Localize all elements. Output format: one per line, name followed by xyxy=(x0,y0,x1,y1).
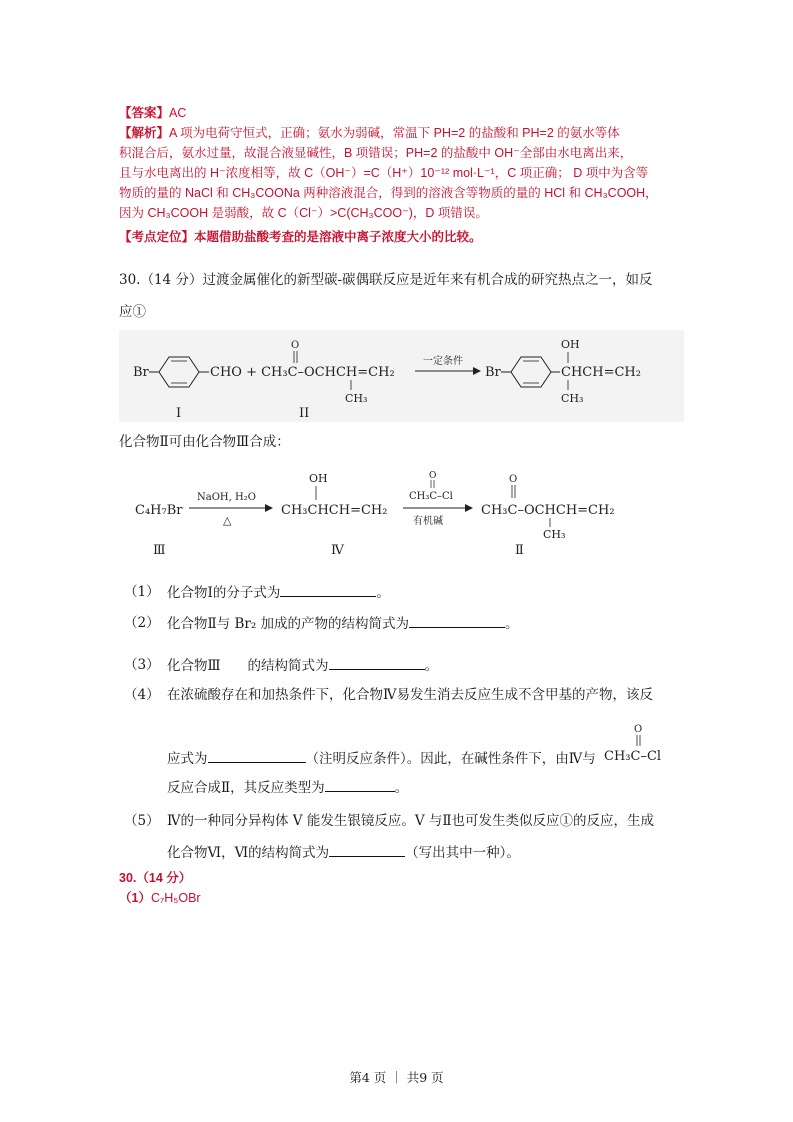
synthesis-title: 化合物Ⅱ可由化合物Ⅲ合成： xyxy=(119,434,290,450)
sub-question-4-line3-b: 。 xyxy=(394,780,409,796)
sub-question-5-line2-b: （写出其中一种）。 xyxy=(405,845,520,861)
answer-blank-4a[interactable] xyxy=(208,748,306,763)
sub-question-3-end: 。 xyxy=(424,658,439,674)
label-III: Ⅲ xyxy=(153,543,166,558)
reactant1-br: Br xyxy=(133,365,149,380)
label-II-b: Ⅱ xyxy=(515,543,524,558)
label-compound-II: II xyxy=(299,406,310,421)
analysis-text-2: 积混合后，氨水过量，故混合液显碱性，B 项错误；PH=2 的盐酸中 OH⁻全部由水电离出来， xyxy=(119,146,633,160)
arrow-3-top: CH₃C–Cl xyxy=(409,491,453,502)
sub-question-3-text: 化合物Ⅲ 的结构简式为 xyxy=(167,658,329,674)
product-ch3: CH₃ xyxy=(561,392,584,405)
analysis-line xyxy=(119,123,689,143)
page-footer: 第4 页 ｜ 共9 页 xyxy=(349,1070,444,1085)
analysis-text-5: 因为 CH₃COOH 是弱酸，故 C（Cl⁻）>C(CH₃COO⁻)，D 项错误。 xyxy=(119,206,488,220)
answer-30-line1-num: （1） xyxy=(119,891,151,905)
sub-question-1-text: 化合物Ⅰ的分子式为 xyxy=(167,585,281,601)
label-IV: Ⅳ xyxy=(331,543,344,558)
question-intro xyxy=(119,270,689,322)
compound-IV-oh: OH xyxy=(309,472,328,485)
compound-II-formula: CH₃C–OCHCH=CH₂ xyxy=(481,503,615,518)
sub-question-2 xyxy=(124,613,519,633)
point-line xyxy=(119,227,689,247)
answer-value: AC xyxy=(169,106,187,120)
reaction-1-figure xyxy=(119,330,684,422)
sub-question-4-num: （4） xyxy=(124,687,160,703)
question-intro-line1: 30.（14 分）过渡金属催化的新型碳-碳偶联反应是近年来有机合成的研究热点之一，如反 xyxy=(119,272,653,288)
analysis-tag: 【解析】 xyxy=(119,126,170,140)
label-compound-I: I xyxy=(176,406,182,421)
arrow-2-bottom: △ xyxy=(223,514,232,527)
product-br: Br xyxy=(485,365,501,380)
answer-30-line1-value: C₇H₅OBr xyxy=(150,891,201,905)
compound-II-o: O xyxy=(509,474,518,485)
compound-III-formula: C₄H₇Br xyxy=(135,503,183,518)
sub-question-4-line3-a: 反应合成Ⅱ，其反应类型为 xyxy=(167,780,325,796)
sub-question-1 xyxy=(124,582,390,602)
answer-blank-5[interactable] xyxy=(329,842,405,857)
sub-question-1-num: （1） xyxy=(124,584,160,600)
sub-question-2-text: 化合物Ⅱ与 Br₂ 加成的产物的结构简式为 xyxy=(167,616,410,632)
arrow-2-top: NaOH, H₂O xyxy=(197,492,256,503)
sub-question-1-end: 。 xyxy=(376,585,390,601)
reaction-2-figure xyxy=(119,458,684,562)
point-text: 本题借助盐酸考查的是溶液中离子浓度大小的比较。 xyxy=(194,230,482,244)
sub-question-5-text: Ⅳ的一种同分异构体 V 能发生银镜反应。V 与Ⅱ也可发生类似反应①的反应，生成 xyxy=(167,813,655,829)
acetyl-chloride-o: O xyxy=(634,724,643,735)
product-chain: CHCH=CH₂ xyxy=(561,365,641,380)
answer-blank-3[interactable] xyxy=(329,655,425,670)
arrow-3-bottom: 有机碱 xyxy=(413,516,443,527)
acetyl-chloride-formula: CH₃C–Cl xyxy=(604,749,662,764)
product-oh: OH xyxy=(561,338,580,351)
sub-question-4-line2-a: 应式为 xyxy=(167,751,208,767)
sub-question-5 xyxy=(124,811,684,831)
compound-II-ch3: CH₃ xyxy=(543,528,566,541)
answer-30-head: 30.（14 分） xyxy=(119,871,192,885)
answer-blank-2[interactable] xyxy=(409,613,505,628)
arrow-3-o: O xyxy=(429,471,437,481)
answer-30-block xyxy=(119,868,201,908)
answer-block xyxy=(119,103,689,247)
answer-tag: 【答案】 xyxy=(119,106,170,120)
arrow-1-label: 一定条件 xyxy=(423,356,463,367)
sub-question-4 xyxy=(124,685,684,705)
compound-IV-formula: CH₃CHCH=CH₂ xyxy=(281,503,388,518)
sub-question-4-text: 在浓硫酸存在和加热条件下，化合物Ⅳ易发生消去反应生成不含甲基的产物，该反 xyxy=(167,687,653,703)
carbonyl-o: O xyxy=(291,340,300,351)
sub-question-5-line2 xyxy=(167,842,520,863)
answer-line xyxy=(119,103,689,123)
answer-blank-4b[interactable] xyxy=(325,777,395,792)
sub-question-4-line2 xyxy=(167,748,596,769)
analysis-text-1: A 项为电荷守恒式，正确；氨水为弱碱，常温下 PH=2 的盐酸和 PH=2 的氨水等体 xyxy=(169,126,620,140)
sub-question-2-end: 。 xyxy=(505,616,519,632)
sub-question-4-line2-b: （注明反应条件）。因此，在碱性条件下，由Ⅳ与 xyxy=(305,751,596,767)
point-tag: 【考点定位】 xyxy=(119,230,195,244)
answer-30-line1 xyxy=(119,888,201,908)
sub-question-5-line2-a: 化合物Ⅵ，Ⅵ的结构简式为 xyxy=(167,845,330,861)
sub-question-5-num: （5） xyxy=(124,813,160,829)
sub-question-4-line3 xyxy=(167,777,408,798)
reactant2-ch3: CH₃ xyxy=(345,392,368,405)
acetyl-chloride-figure xyxy=(600,720,684,770)
question-intro-line2: 应① xyxy=(119,304,146,320)
analysis-text-3: 且与水电离出的 H⁻浓度相等，故 C（OH⁻）=C（H⁺）10⁻¹² mol·L⁻¹，C 项正确； D 项中为含等 xyxy=(119,166,649,180)
answer-blank-1[interactable] xyxy=(280,582,376,597)
analysis-text-4: 物质的量的 NaCl 和 CH₃COONa 两种溶液混合，得到的溶液含等物质的量的 HCl 和 CH₃COOH， xyxy=(119,186,658,200)
sub-question-2-num: （2） xyxy=(124,615,160,631)
sub-question-3 xyxy=(124,655,439,675)
reactant-chain: CHO + CH₃C–OCHCH=CH₂ xyxy=(210,365,395,380)
sub-question-3-num: （3） xyxy=(124,657,160,673)
